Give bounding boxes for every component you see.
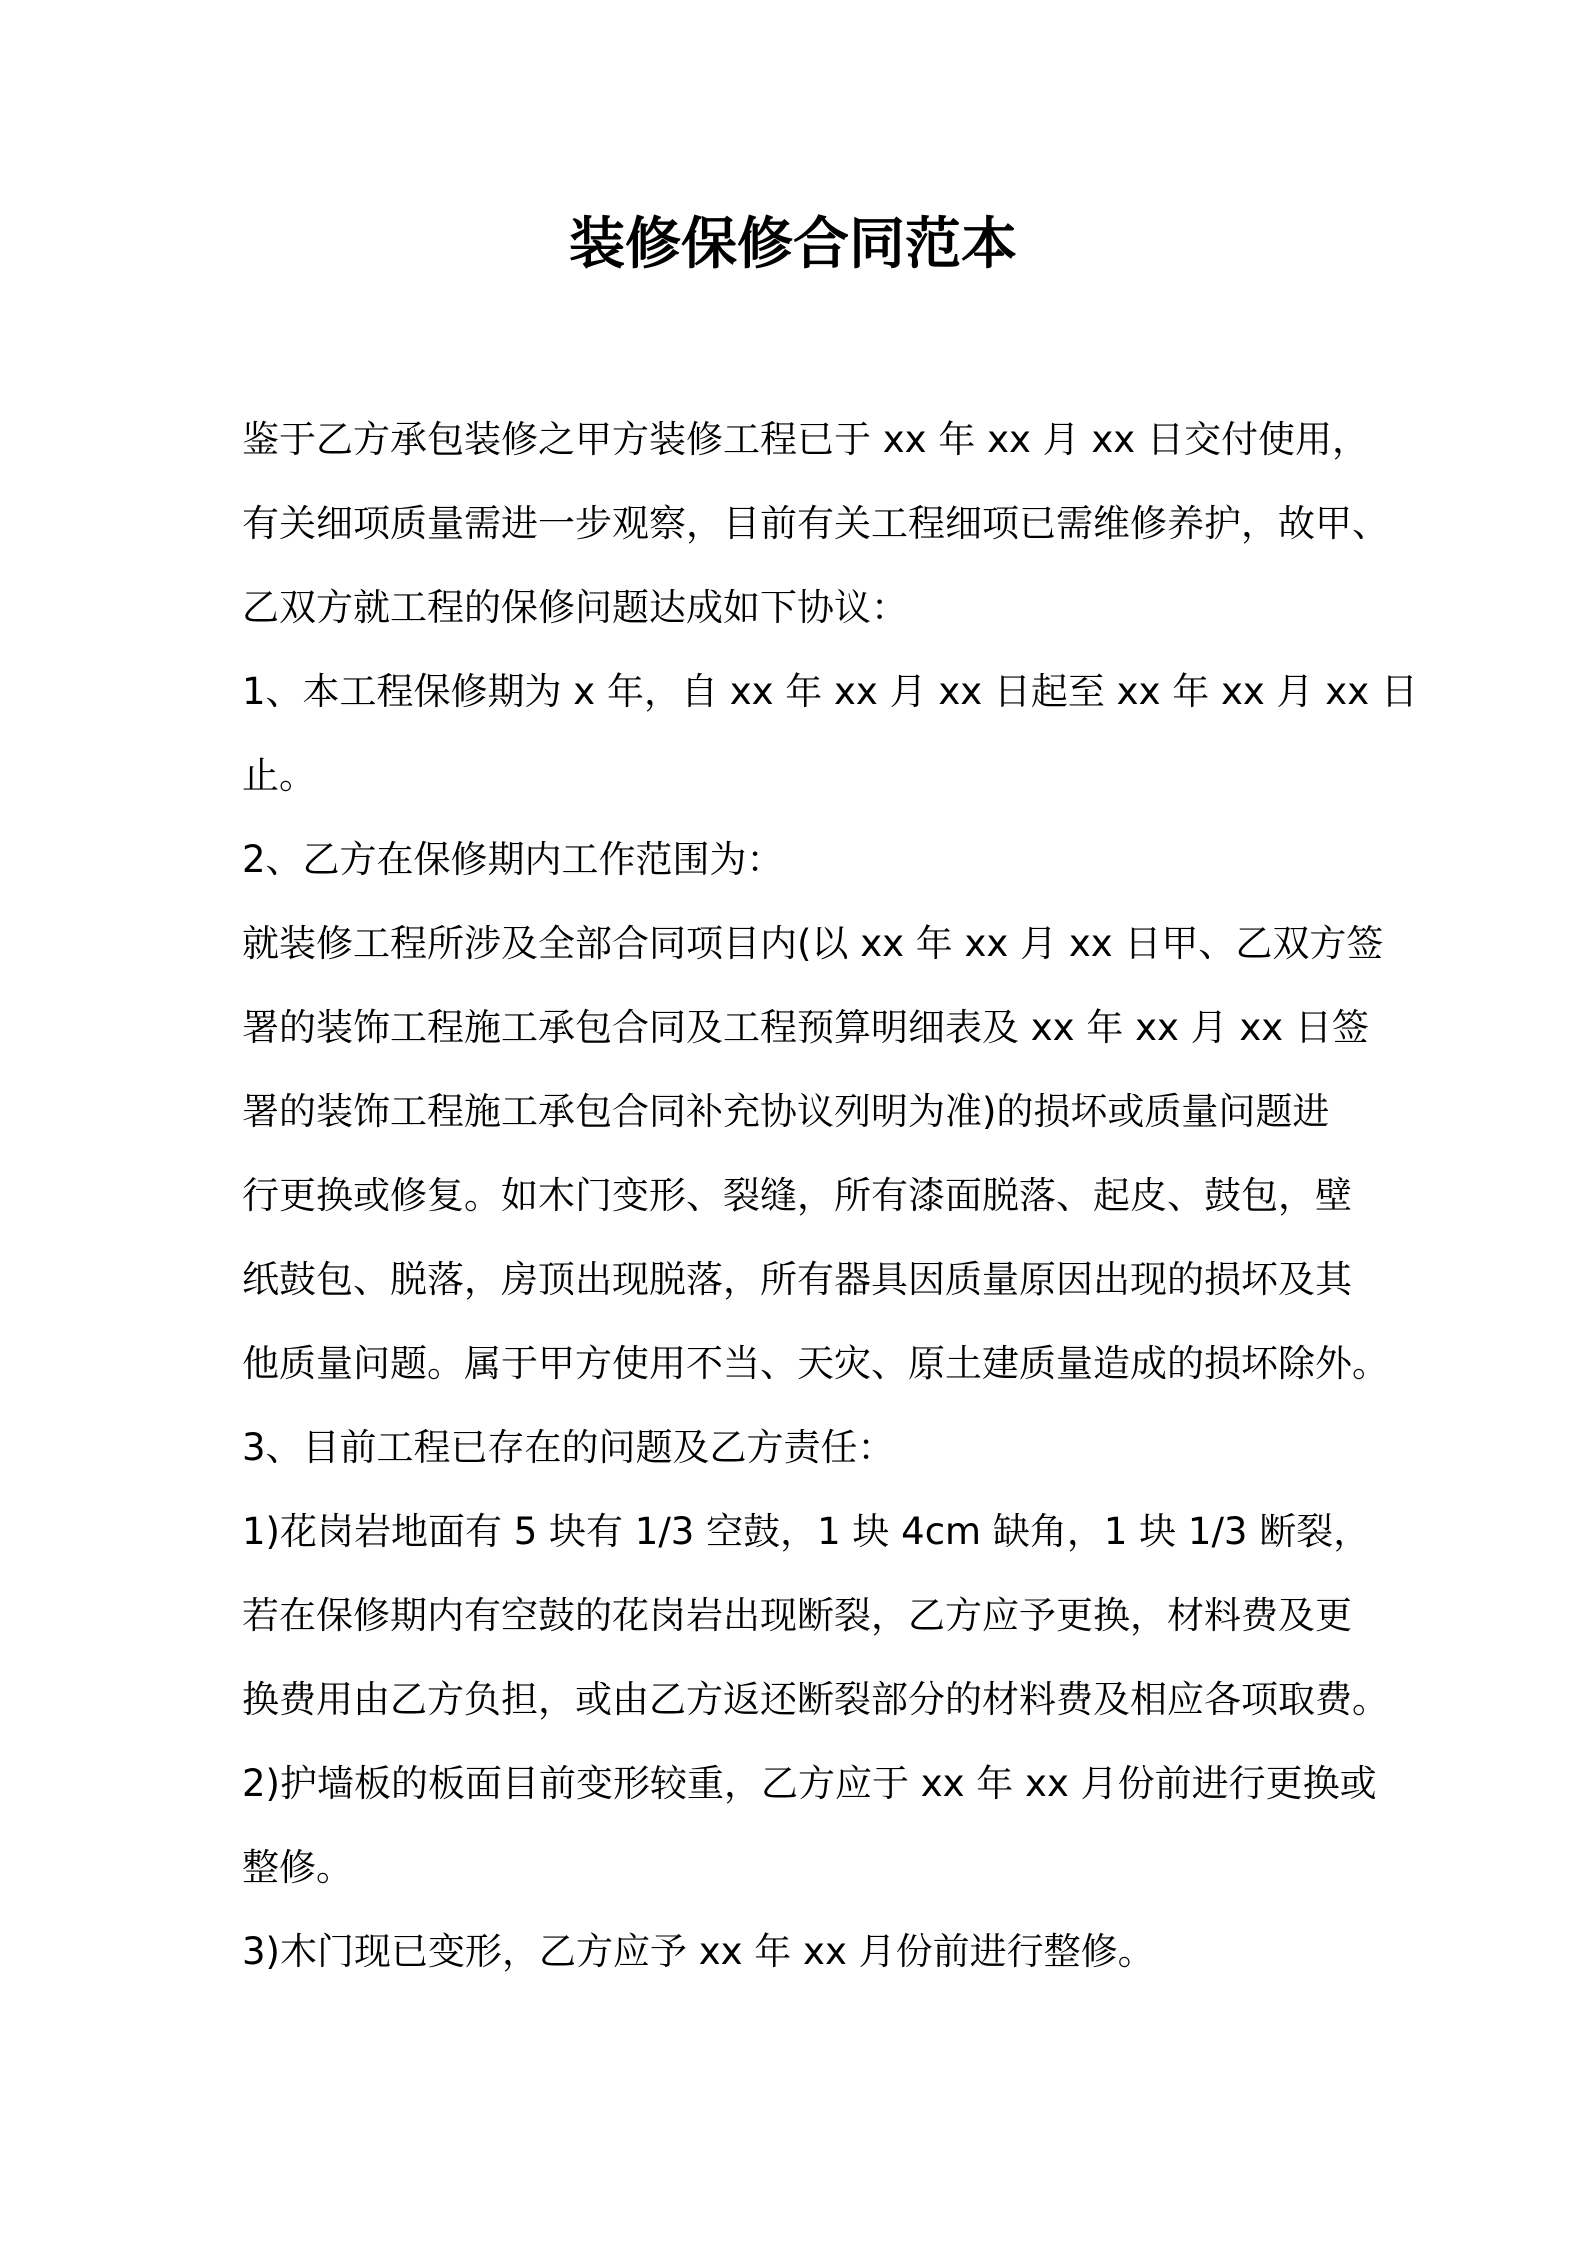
body-line-9: 署的装饰工程施工承包合同补充协议列明为准)的损坏或质量问题进 (242, 1090, 1330, 1133)
body-line-17: 2)护墙板的板面目前变形较重，乙方应于 xx 年 xx 月份前进行更换或 (242, 1762, 1377, 1805)
body-line-10: 行更换或修复。如木门变形、裂缝，所有漆面脱落、起皮、鼓包，壁 (242, 1174, 1352, 1217)
body-line-3: 乙双方就工程的保修问题达成如下协议： (242, 586, 908, 629)
body-line-15: 若在保修期内有空鼓的花岗岩出现断裂，乙方应予更换，材料费及更 (242, 1594, 1352, 1637)
body-line-16: 换费用由乙方负担，或由乙方返还断裂部分的材料费及相应各项取费。 (242, 1678, 1389, 1721)
body-line-2: 有关细项质量需进一步观察，目前有关工程细项已需维修养护，故甲、 (242, 502, 1389, 545)
body-line-6: 2、乙方在保修期内工作范围为： (242, 838, 784, 881)
body-line-12: 他质量问题。属于甲方使用不当、天灾、原土建质量造成的损坏除外。 (242, 1342, 1389, 1385)
body-line-18: 整修。 (242, 1846, 353, 1889)
body-line-4: 1、本工程保修期为 x 年，自 xx 年 xx 月 xx 日起至 xx 年 xx 月 xx 日 (242, 670, 1418, 713)
body-line-1: 鉴于乙方承包装修之甲方装修工程已于 xx 年 xx 月 xx 日交付使用， (242, 418, 1369, 461)
body-line-5: 止。 (242, 754, 316, 797)
body-line-8: 署的装饰工程施工承包合同及工程预算明细表及 xx 年 xx 月 xx 日签 (242, 1006, 1369, 1049)
document-title: 装修保修合同范本 (569, 212, 1017, 277)
body-line-19: 3)木门现已变形，乙方应予 xx 年 xx 月份前进行整修。 (242, 1930, 1155, 1973)
document-body (242, 398, 1418, 1994)
body-line-14: 1)花岗岩地面有 5 块有 1/3 空鼓，1 块 4cm 缺角，1 块 1/3 断裂， (242, 1510, 1371, 1553)
body-line-13: 3、目前工程已存在的问题及乙方责任： (242, 1426, 895, 1469)
body-line-7: 就装修工程所涉及全部合同项目内(以 xx 年 xx 月 xx 日甲、乙双方签 (242, 922, 1384, 965)
body-line-11: 纸鼓包、脱落，房顶出现脱落，所有器具因质量原因出现的损坏及其 (242, 1258, 1352, 1301)
